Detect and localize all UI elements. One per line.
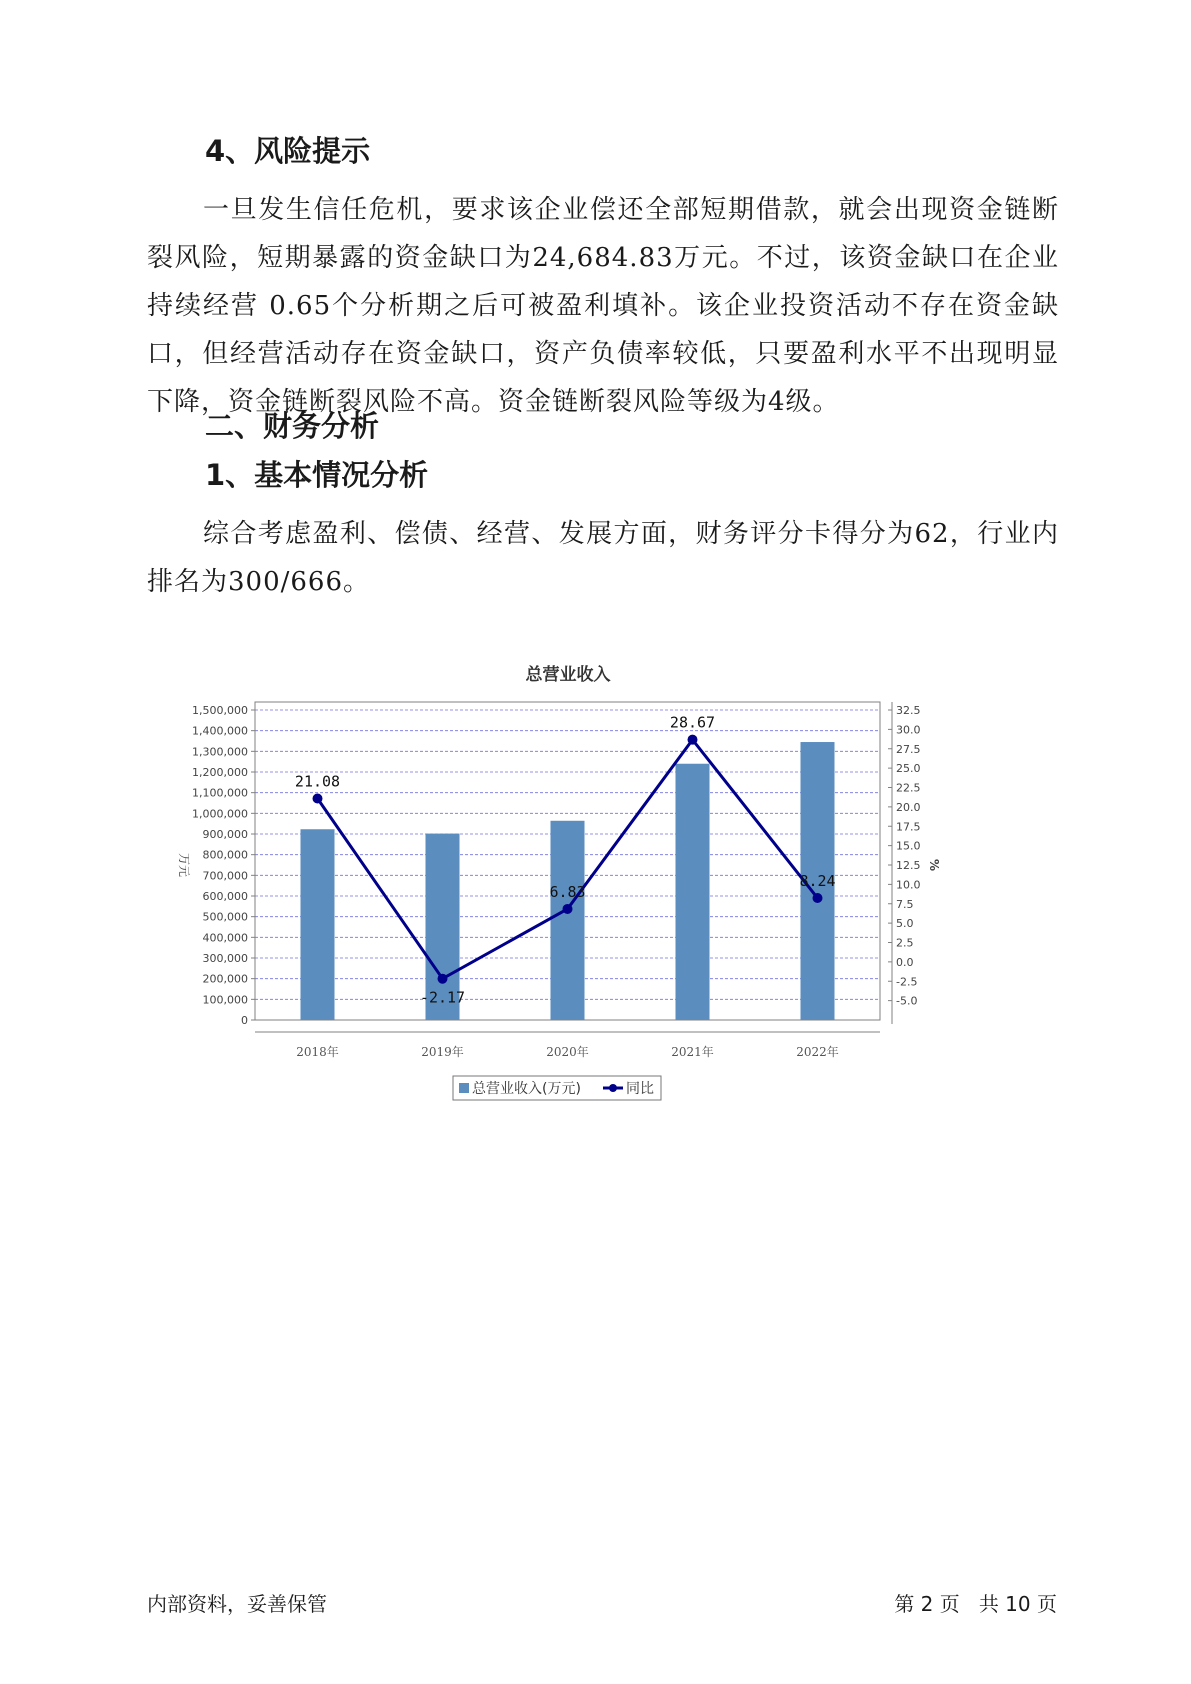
x-tick-label: 2019年 [421, 1045, 464, 1059]
y2-tick-label: 30.0 [896, 723, 921, 737]
revenue-chart-svg [170, 660, 970, 1120]
y2-tick-label: 22.5 [896, 781, 921, 795]
yoy-point [688, 735, 698, 745]
y-tick-label: 200,000 [202, 972, 248, 986]
y-tick-label: 1,100,000 [192, 786, 248, 800]
y2-tick-label: 27.5 [896, 742, 921, 756]
y2-tick-label: -2.5 [896, 975, 918, 989]
y-tick-label: 900,000 [202, 828, 248, 841]
footer-confidential: 内部资料，妥善保管 [147, 1592, 327, 1616]
yoy-data-label: 21.08 [294, 772, 341, 791]
y-tick-label: 400,000 [202, 931, 248, 945]
y-tick-label: 300,000 [202, 952, 248, 965]
y-tick-label: 1,000,000 [192, 807, 248, 821]
chart-title: 总营业收入 [525, 665, 611, 685]
y2-tick-label: 10.0 [896, 878, 921, 892]
y2-tick-label: 32.5 [896, 704, 921, 717]
revenue-bar [676, 764, 710, 1020]
section-heading-basic: 1、基本情况分析 [205, 458, 429, 492]
yoy-point [438, 974, 448, 984]
yoy-data-label: 8.24 [799, 872, 836, 891]
y2-tick-label: 5.0 [896, 917, 914, 931]
y2-tick-label: 7.5 [896, 897, 914, 911]
basic-paragraph: 综合考虑盈利、偿债、经营、发展方面，财务评分卡得分为62，行业内排名为300/666。 [147, 519, 1059, 597]
x-tick-label: 2022年 [796, 1045, 839, 1059]
yoy-data-label: 6.83 [549, 882, 586, 901]
legend-line-label: 同比 [626, 1081, 654, 1097]
y2-tick-label: 25.0 [896, 762, 921, 776]
y-tick-label: 0 [241, 1014, 248, 1027]
y2-tick-label: 0.0 [896, 955, 914, 969]
y-tick-label: 700,000 [202, 869, 248, 883]
y-tick-label: 1,500,000 [192, 704, 248, 717]
y2-tick-label: 17.5 [896, 820, 921, 834]
legend-bar-swatch [459, 1083, 469, 1093]
legend-bar-label: 总营业收入(万元) [472, 1081, 581, 1097]
x-tick-label: 2021年 [671, 1045, 714, 1059]
revenue-bar [551, 821, 585, 1020]
y-tick-label: 800,000 [202, 848, 248, 862]
section-heading-risk: 4、风险提示 [205, 134, 371, 168]
yoy-point [313, 794, 323, 804]
y-axis-label: 万元 [177, 852, 191, 878]
y2-axis-label: % [927, 858, 941, 872]
footer-page-number: 第 2 页 共 10 页 [894, 1592, 1057, 1616]
yoy-data-label: -2.17 [419, 988, 466, 1007]
y-tick-label: 500,000 [202, 910, 248, 924]
x-tick-label: 2020年 [546, 1045, 589, 1059]
revenue-bar [301, 829, 335, 1020]
y2-tick-label: 15.0 [896, 839, 921, 853]
y-tick-label: 100,000 [202, 993, 248, 1007]
y2-tick-label: 2.5 [896, 936, 914, 950]
y-tick-label: 1,400,000 [192, 724, 248, 738]
y2-tick-label: 20.0 [896, 800, 921, 814]
section-heading-finance: 二、财务分析 [205, 409, 380, 443]
yoy-point [563, 904, 573, 914]
y-tick-label: 1,200,000 [192, 766, 248, 779]
y2-tick-label: 12.5 [896, 859, 921, 872]
revenue-chart [170, 660, 970, 1120]
yoy-point [813, 893, 823, 903]
risk-paragraph: 一旦发生信任危机，要求该企业偿还全部短期借款，就会出现资金链断裂风险，短期暴露的资金缺口为24,684.83万元。不过，该资金缺口在企业持续经营 0.65个分析期之后可被盈利填补。该企业投资活动不存在资金缺口，但经营活动存在资金缺口，资产负债率较低，只要盈利水平不出现明显下降，资金链断裂风险不高。资金链断裂风险等级为4级。 [147, 195, 1059, 417]
legend-line-marker [609, 1084, 617, 1092]
y-tick-label: 600,000 [202, 890, 248, 903]
yoy-data-label: 28.67 [669, 713, 716, 732]
y2-tick-label: -5.0 [896, 994, 918, 1008]
x-tick-label: 2018年 [296, 1045, 339, 1059]
y-tick-label: 1,300,000 [192, 745, 248, 759]
